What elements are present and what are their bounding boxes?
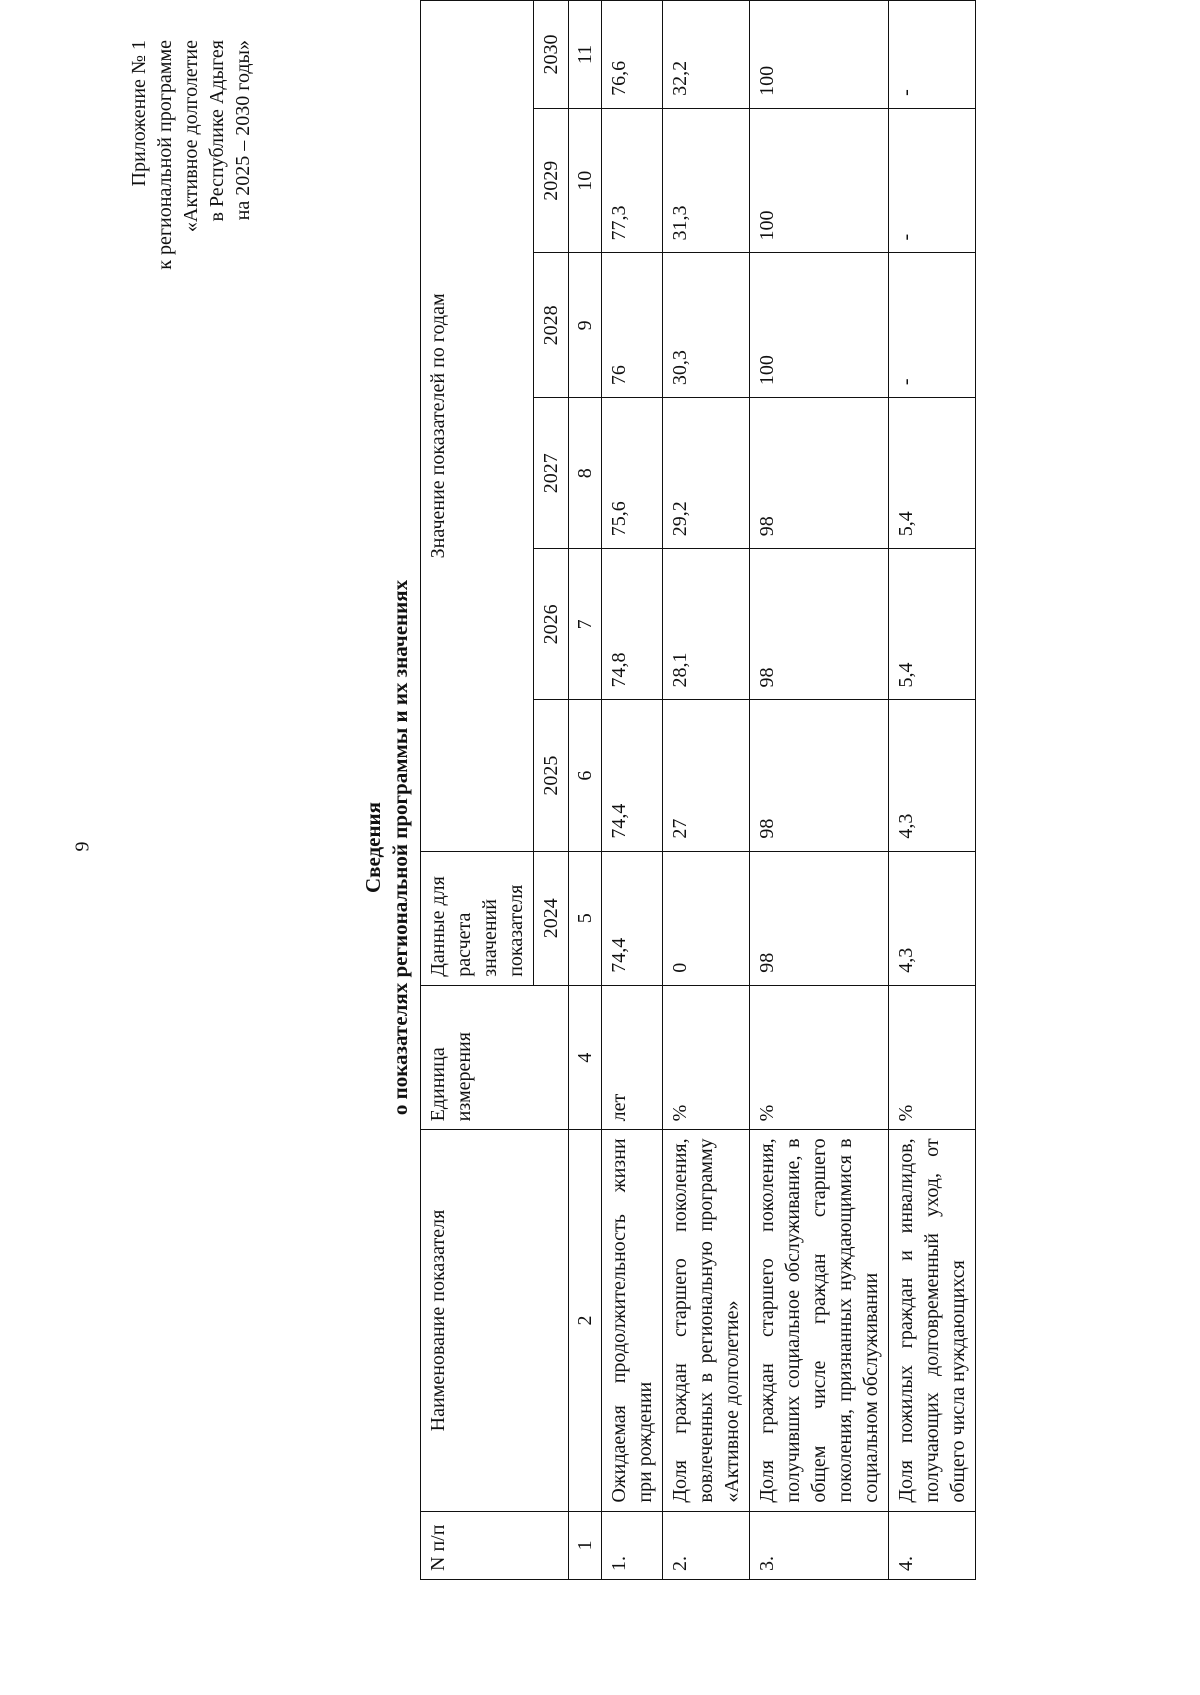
value-cell: 29,2 [663, 398, 750, 549]
value-cell: 100 [750, 1, 889, 109]
header-num: N п/п [421, 1511, 569, 1579]
unit-cell: % [663, 985, 750, 1130]
value-cell: 28,1 [663, 549, 750, 700]
year-cell: 2028 [534, 253, 569, 398]
index-cell: 2 [569, 1130, 602, 1511]
row-number: 4. [889, 1511, 976, 1579]
value-cell: - [889, 108, 976, 253]
value-cell: 76 [602, 253, 663, 398]
value-cell: 5,4 [889, 549, 976, 700]
appendix-line: в Республике Адыгея [206, 40, 228, 222]
table-row [750, 1, 889, 1580]
year-cell: 2025 [534, 700, 569, 851]
value-cell: - [889, 253, 976, 398]
value-cell: 76,6 [602, 1, 663, 109]
value-cell: 100 [750, 253, 889, 398]
header-unit: Единица измерения [421, 985, 569, 1130]
value-cell: 4,3 [889, 851, 976, 985]
value-cell: 4,3 [889, 700, 976, 851]
year-cell: 2024 [534, 851, 569, 985]
index-cell: 8 [569, 398, 602, 549]
appendix-note [126, 40, 256, 340]
row-number: 3. [750, 1511, 889, 1579]
index-cell: 9 [569, 253, 602, 398]
header-name: Наименование показателя [421, 1130, 569, 1511]
index-cell: 11 [569, 1, 602, 109]
year-cell: 2030 [534, 1, 569, 109]
index-cell: 7 [569, 549, 602, 700]
page-number: 9 [71, 841, 94, 852]
column-index-row [569, 1, 602, 1580]
value-cell: 32,2 [663, 1, 750, 109]
index-cell: 4 [569, 985, 602, 1130]
value-cell: 74,8 [602, 549, 663, 700]
title-line: о показателях региональной программы и их значениях [388, 579, 412, 1116]
year-cell: 2026 [534, 549, 569, 700]
index-cell: 10 [569, 108, 602, 253]
value-cell: 5,4 [889, 398, 976, 549]
unit-cell: % [750, 985, 889, 1130]
index-cell: 5 [569, 851, 602, 985]
index-cell: 6 [569, 700, 602, 851]
year-cell: 2027 [534, 398, 569, 549]
value-cell: 74,4 [602, 851, 663, 985]
indicator-name: Доля граждан старшего поколения, получивших социальное обслуживание, в общем числе граждан старшего поколения, признанных нуждающимися в социальном обслуживании [750, 1130, 889, 1511]
value-cell: 74,4 [602, 700, 663, 851]
value-cell: 75,6 [602, 398, 663, 549]
value-cell: 98 [750, 851, 889, 985]
title-line: Сведения [361, 801, 385, 894]
index-cell: 1 [569, 1511, 602, 1579]
header-base-data: Данные для расчета значений показателя [421, 851, 534, 985]
table-row [663, 1, 750, 1580]
value-cell: 77,3 [602, 108, 663, 253]
value-cell: 0 [663, 851, 750, 985]
table-row [889, 1, 976, 1580]
year-cell: 2029 [534, 108, 569, 253]
value-cell: 98 [750, 549, 889, 700]
indicator-name: Доля пожилых граждан и инвалидов, получающих долговременный уход, от общего числа нуждающихся [889, 1130, 976, 1511]
value-cell: 100 [750, 108, 889, 253]
unit-cell: % [889, 985, 976, 1130]
header-row [421, 1, 534, 1580]
appendix-line: Приложение № 1 [128, 40, 150, 187]
appendix-line: «Активное долголетие [180, 40, 202, 233]
value-cell: - [889, 1, 976, 109]
value-cell: 98 [750, 398, 889, 549]
appendix-line: к региональной программе [154, 40, 176, 270]
value-cell: 31,3 [663, 108, 750, 253]
value-cell: 30,3 [663, 253, 750, 398]
value-cell: 98 [750, 700, 889, 851]
row-number: 1. [602, 1511, 663, 1579]
row-number: 2. [663, 1511, 750, 1579]
value-cell: 27 [663, 700, 750, 851]
unit-cell: лет [602, 985, 663, 1130]
table-row [602, 1, 663, 1580]
indicators-table [420, 0, 976, 1580]
document-title [360, 0, 414, 1695]
appendix-line: на 2025 – 2030 годы» [232, 40, 254, 221]
header-values-by-year: Значение показателей по годам [421, 1, 534, 852]
indicator-name: Ожидаемая продолжительность жизни при рождении [602, 1130, 663, 1511]
indicator-name: Доля граждан старшего поколения, вовлеченных в региональную программу «Активное долголетие» [663, 1130, 750, 1511]
